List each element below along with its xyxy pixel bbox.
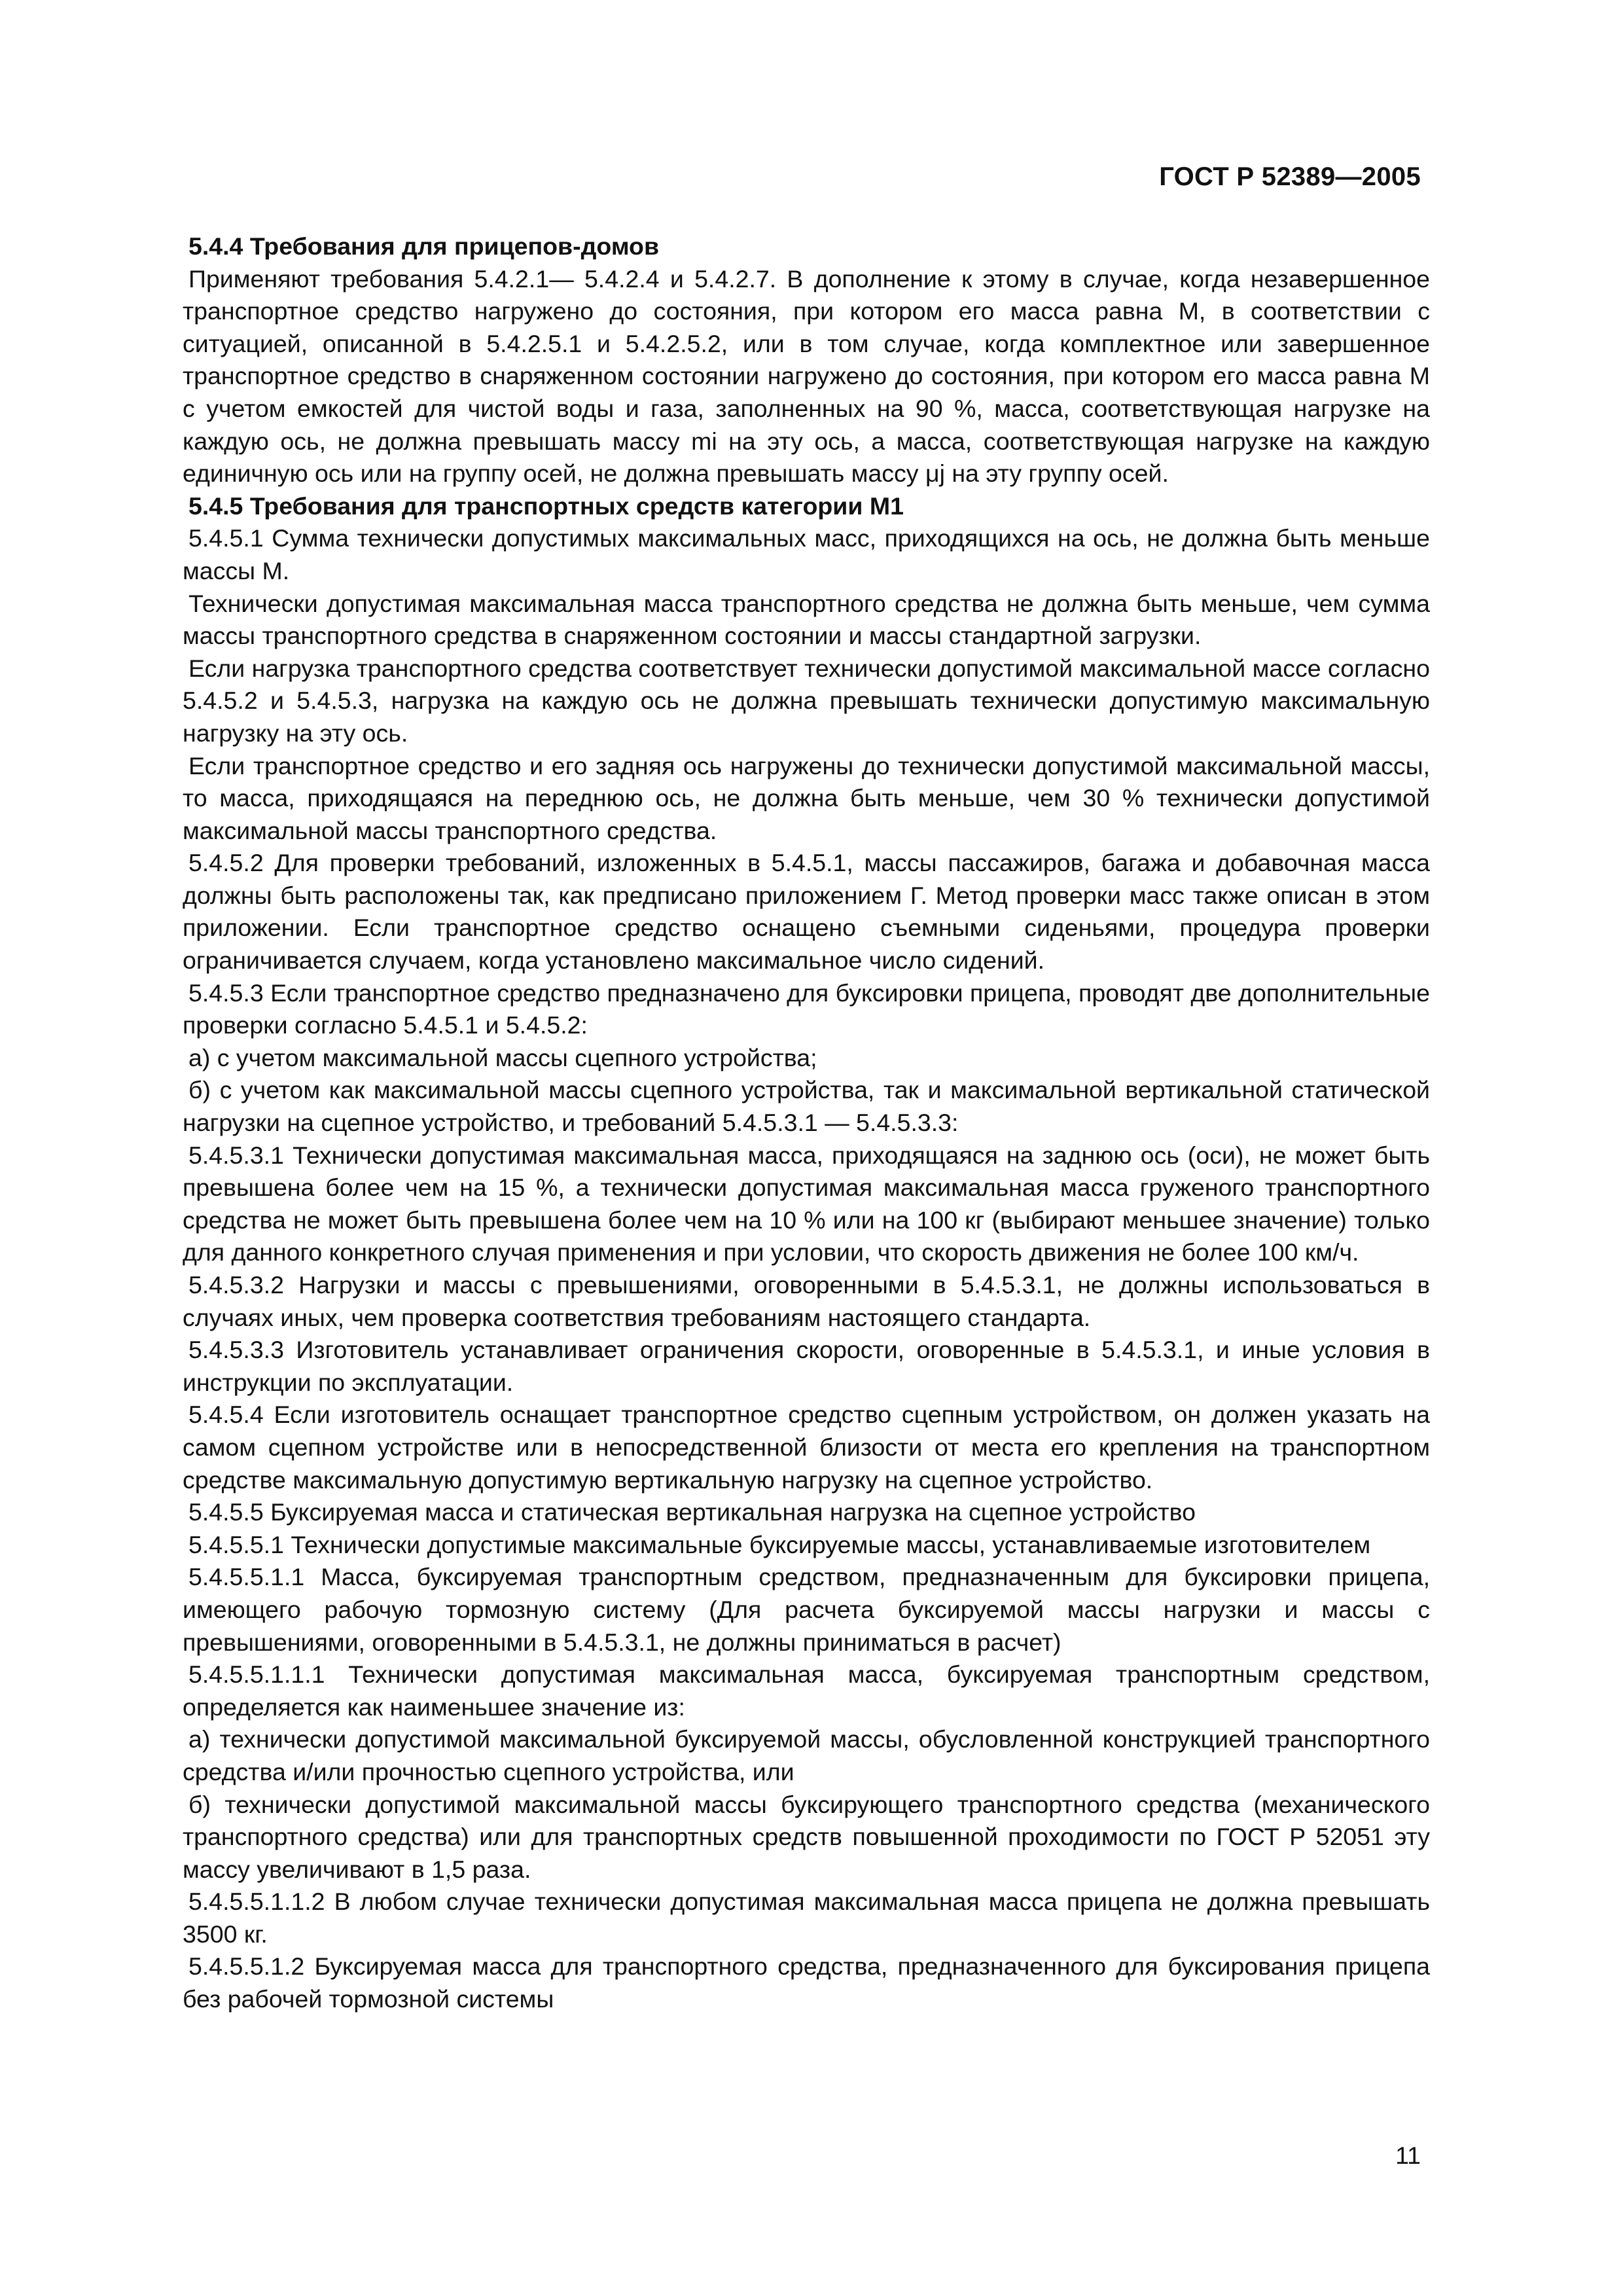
- paragraph: Технически допустимая максимальная масса транспортного средства не должна быть меньше, чем сумма массы транспортного средства в снаряженном состоянии и массы стандартной загрузки.: [183, 589, 1430, 650]
- list-item: б) технически допустимой максимальной массы буксирующего транспортного средства (механического транспортного средства) или для транспортных средств повышенной проходимости по ГОСТ Р 52051 эту массу увеличивают в 1,5 раза.: [183, 1790, 1430, 1883]
- paragraph: 5.4.5.5.1.1 Масса, буксируемая транспортным средством, предназначенным для буксировки прицепа, имеющего рабочую тормозную систему (Для расчета буксируемой массы нагрузки и массы с превышениями, оговоренными в 5.4.5.3.1, не должны приниматься в расчет): [183, 1563, 1430, 1656]
- document-body: [183, 230, 1430, 2016]
- paragraph: 5.4.5.5.1 Технически допустимые максимальные буксируемые массы, устанавливаемые изготовителем: [188, 1530, 1371, 1558]
- paragraph: 5.4.5.2 Для проверки требований, изложенных в 5.4.5.1, массы пассажиров, багажа и добавочная масса должны быть расположены так, как предписано приложением Г. Метод проверки масс также описан в этом приложении. Если транспортное средство оснащено съемными сиденьями, процедура проверки ограничивается случаем, когда установлено максимальное число сидений.: [183, 849, 1430, 975]
- document-header: ГОСТ Р 52389—2005: [1159, 162, 1421, 191]
- paragraph: Если нагрузка транспортного средства соответствует технически допустимой максимальной массе согласно 5.4.5.2 и 5.4.5.3, нагрузка на каждую ось не должна превышать технически допустимую максимальную нагрузку на эту ось.: [183, 654, 1430, 747]
- list-item: а) технически допустимой максимальной буксируемой массы, обусловленной конструкцией транспортного средства и/или прочностью сцепного устройства, или: [183, 1725, 1430, 1785]
- paragraph: 5.4.5.3.2 Нагрузки и массы с превышениями, оговоренными в 5.4.5.3.1, не должны использоваться в случаях иных, чем проверка соответствия требованиям настоящего стандарта.: [183, 1271, 1430, 1331]
- paragraph: 5.4.5.5 Буксируемая масса и статическая вертикальная нагрузка на сцепное устройство: [188, 1498, 1196, 1526]
- paragraph: 5.4.5.3.3 Изготовитель устанавливает ограничения скорости, оговоренные в 5.4.5.3.1, и иные условия в инструкции по эксплуатации.: [183, 1336, 1430, 1396]
- section-heading: 5.4.4 Требования для прицепов-домов: [188, 232, 660, 260]
- list-item: б) с учетом как максимальной массы сцепного устройства, так и максимальной вертикальной статической нагрузки на сцепное устройство, и требований 5.4.5.3.1 — 5.4.5.3.3:: [183, 1076, 1430, 1137]
- page-number: 11: [1395, 2142, 1421, 2169]
- paragraph: 5.4.5.3.1 Технически допустимая максимальная масса, приходящаяся на заднюю ось (оси), не может быть превышена более чем на 15 %, а технически допустимая максимальная масса груженого транспортного средства не может быть превышена более чем на 10 % или на 100 кг (выбирают меньшее значение) только для данного конкретного случая применения и при условии, что скорость движения не более 100 км/ч.: [183, 1141, 1430, 1266]
- section-heading: 5.4.5 Требования для транспортных средств категории M1: [188, 492, 904, 520]
- paragraph: Если транспортное средство и его задняя ось нагружены до технически допустимой максимальной массы, то масса, приходящаяся на переднюю ось, не должна быть меньше, чем 30 % технически допустимой максимальной массы транспортного средства.: [183, 751, 1430, 844]
- paragraph: 5.4.5.5.1.2 Буксируемая масса для транспортного средства, предназначенного для буксирования прицепа без рабочей тормозной системы: [183, 1952, 1430, 2013]
- paragraph: 5.4.5.1 Сумма технически допустимых максимальных масс, приходящихся на ось, не должна быть меньше массы M.: [183, 524, 1430, 584]
- paragraph: 5.4.5.3 Если транспортное средство предназначено для буксировки прицепа, проводят две дополнительные проверки согласно 5.4.5.1 и 5.4.5.2:: [183, 978, 1430, 1039]
- list-item: а) с учетом максимальной массы сцепного устройства;: [188, 1043, 817, 1071]
- paragraph: 5.4.5.5.1.1.1 Технически допустимая максимальная масса, буксируемая транспортным средством, определяется как наименьшее значение из:: [183, 1660, 1430, 1721]
- paragraph: 5.4.5.4 Если изготовитель оснащает транспортное средство сцепным устройством, он должен указать на самом сцепном устройстве или в непосредственной близости от места его крепления на транспортном средстве максимальную допустимую вертикальную нагрузку на сцепное устройство.: [183, 1401, 1430, 1494]
- paragraph: Применяют требования 5.4.2.1— 5.4.2.4 и 5.4.2.7. В дополнение к этому в случае, когда незавершенное транспортное средство нагружено до состояния, при котором его масса равна M, в соответствии с ситуацией, описанной в 5.4.2.5.1 и 5.4.2.5.2, или в том случае, когда комплектное или завершенное транспортное средство в снаряженном состоянии нагружено до состояния, при котором его масса равна M с учетом емкостей для чистой воды и газа, заполненных на 90 %, масса, соответствующая нагрузке на каждую ось, не должна превышать массу mi на эту ось, а масса, соответствующая нагрузке на каждую единичную ось или на группу осей, не должна превышать массу μj на эту группу осей.: [183, 264, 1430, 488]
- paragraph: 5.4.5.5.1.1.2 В любом случае технически допустимая максимальная масса прицепа не должна превышать 3500 кг.: [183, 1888, 1430, 1948]
